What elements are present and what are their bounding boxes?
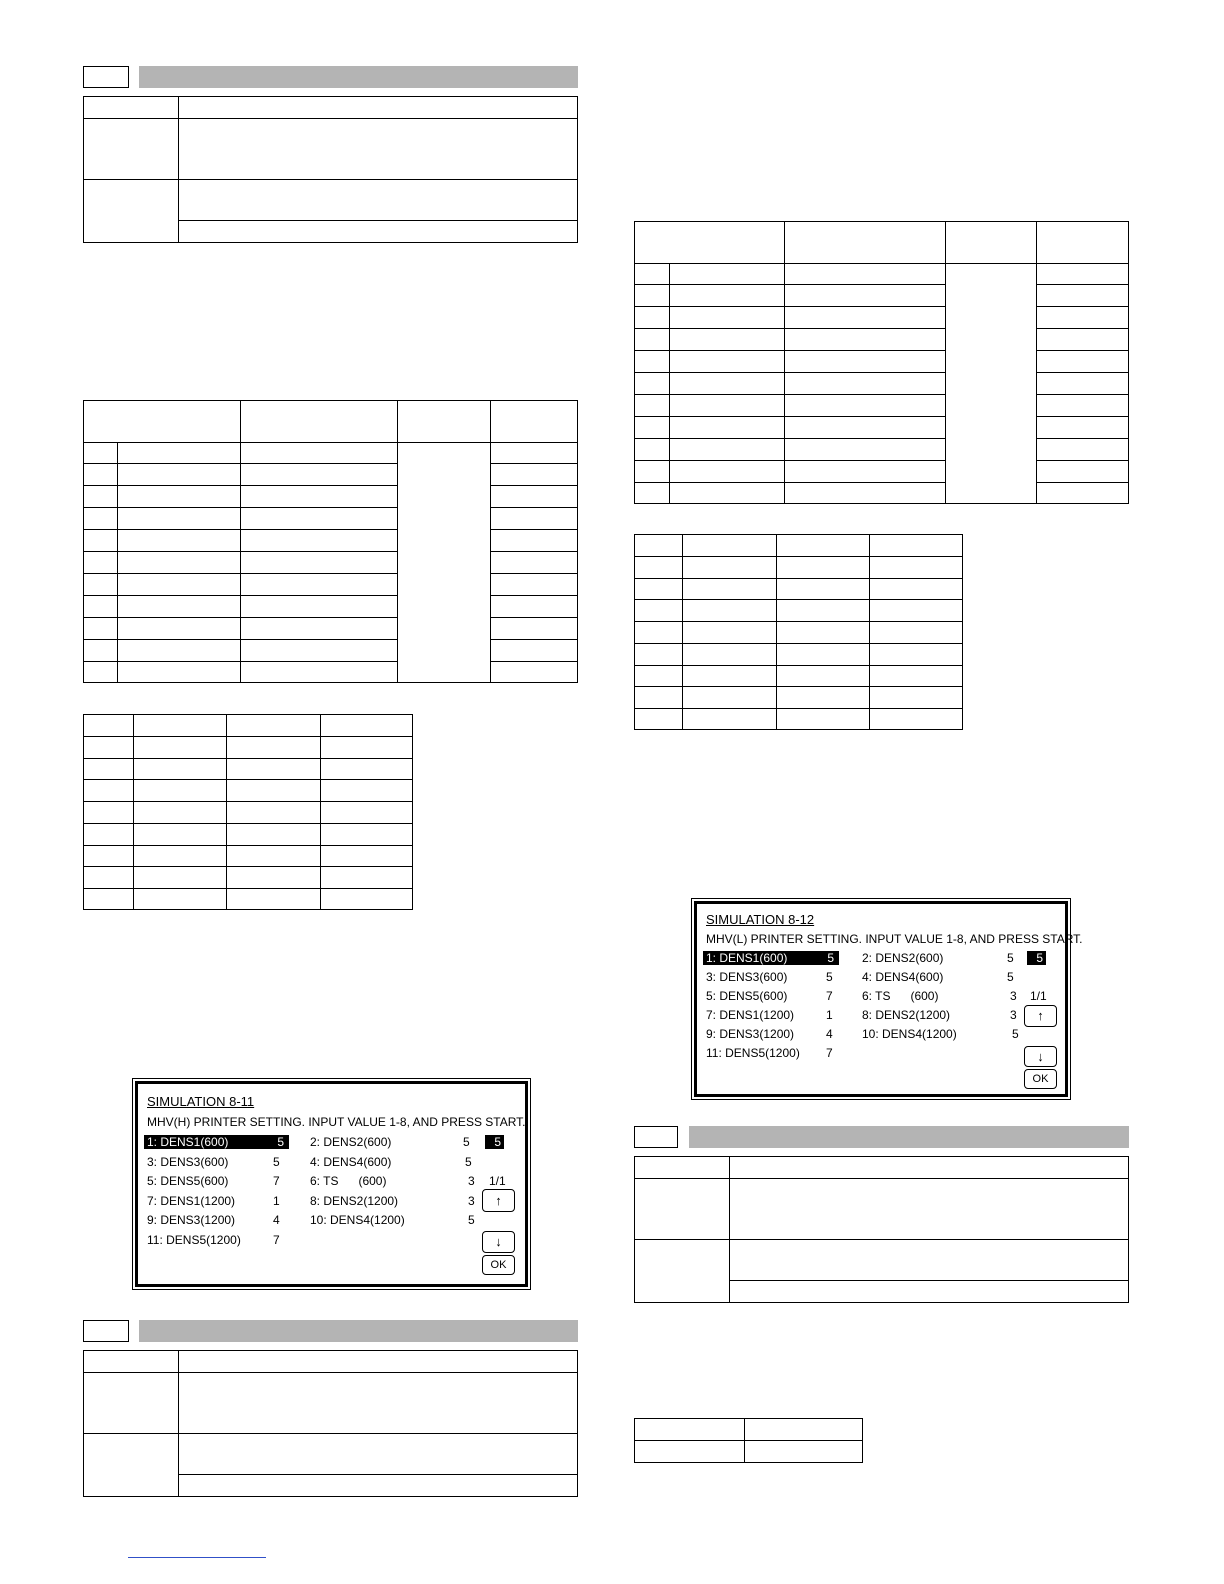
sim-title: SIMULATION 8-11	[147, 1094, 255, 1109]
sim-item-value: 5	[1012, 1027, 1019, 1041]
sim-item-value: 5	[277, 1135, 284, 1149]
sim-item-value: 7	[826, 1046, 833, 1060]
section-number-box	[83, 1320, 129, 1342]
sim-item-label: 1: DENS1(600)	[706, 951, 788, 965]
sim-item-value: 5	[1007, 951, 1014, 965]
section-title-bar	[689, 1126, 1129, 1148]
info-table	[634, 1156, 1129, 1303]
sim-item-dens2-600[interactable]	[310, 1135, 391, 1149]
sim-instruction: MHV(H) PRINTER SETTING. INPUT VALUE 1-8, AND PRESS START.	[147, 1115, 526, 1129]
sim-instruction: MHV(L) PRINTER SETTING. INPUT VALUE 1-8, AND PRESS START.	[706, 932, 1083, 946]
scroll-up-button[interactable]: ↑	[1024, 1005, 1057, 1027]
simulation-8-12-screen	[694, 901, 1083, 1097]
sim-item-label: 1: DENS1(600)	[147, 1135, 229, 1149]
scroll-up-button[interactable]: ↑	[482, 1189, 515, 1212]
sim-item-value: 7	[826, 989, 833, 1003]
page-link-underline[interactable]	[128, 1557, 266, 1558]
sim-item-dens1-600[interactable]	[144, 1135, 289, 1149]
small-table	[634, 1418, 863, 1463]
sim-title: SIMULATION 8-12	[706, 912, 815, 927]
sim-item-dens2-1200[interactable]: 8: DENS2(1200)	[862, 1008, 951, 1022]
sim-item-value: 3	[468, 1174, 475, 1188]
sim-item-value: 5	[463, 1135, 470, 1149]
sim-item-value: 3	[1010, 1008, 1017, 1022]
section-title-bar	[139, 1320, 578, 1342]
sim-item-value: 3	[468, 1194, 475, 1208]
value-table	[634, 534, 963, 730]
sim-item-value: 1	[273, 1194, 280, 1208]
value-table	[83, 714, 413, 910]
scroll-down-button[interactable]: ↓	[1024, 1046, 1057, 1067]
sim-item-dens3-600[interactable]: 3: DENS3(600)	[706, 970, 788, 984]
sim-item-label: 2: DENS2(600)	[310, 1135, 392, 1149]
sim-item-dens5-600[interactable]: 5: DENS5(600)	[147, 1174, 229, 1188]
sim-item-dens1-1200[interactable]: 7: DENS1(1200)	[147, 1194, 236, 1208]
section-title-bar	[139, 66, 578, 88]
sim-item-value: 7	[273, 1174, 280, 1188]
sim-item-dens3-1200[interactable]: 9: DENS3(1200)	[706, 1027, 795, 1041]
sim-page-indicator: 1/1	[489, 1174, 506, 1188]
info-table	[83, 96, 578, 243]
sim-item-ts-600[interactable]: 6: TS (600)	[862, 989, 939, 1003]
sim-item-value: 4	[826, 1027, 833, 1041]
sim-item-value: 1	[826, 1008, 833, 1022]
sim-page-indicator: 1/1	[1030, 989, 1047, 1003]
sim-item-dens5-600[interactable]: 5: DENS5(600)	[706, 989, 788, 1003]
info-table	[83, 1350, 578, 1497]
sim-item-value: 5	[465, 1155, 472, 1169]
simulation-8-11-screen	[135, 1081, 528, 1287]
ok-button[interactable]: OK	[482, 1255, 515, 1275]
sim-item-dens3-1200[interactable]: 9: DENS3(1200)	[147, 1213, 236, 1227]
sim-item-value: 4	[273, 1213, 280, 1227]
sim-item-dens4-600[interactable]: 4: DENS4(600)	[862, 970, 944, 984]
sim-item-value: 5	[468, 1213, 475, 1227]
sim-item-value: 5	[1007, 970, 1014, 984]
sim-input-value[interactable]: 5	[1027, 951, 1046, 965]
sim-item-dens5-1200[interactable]: 11: DENS5(1200)	[147, 1233, 241, 1247]
sim-item-value: 3	[1010, 989, 1017, 1003]
sim-item-value: 5	[826, 970, 833, 984]
sim-item-dens2-600[interactable]: 2: DENS2(600)	[862, 951, 944, 965]
section-number-box	[634, 1126, 678, 1148]
sim-item-dens5-1200[interactable]: 11: DENS5(1200)	[706, 1046, 800, 1060]
section-number-box	[83, 66, 129, 88]
sim-item-value: 5	[273, 1155, 280, 1169]
sim-item-dens1-1200[interactable]: 7: DENS1(1200)	[706, 1008, 795, 1022]
sim-item-dens4-600[interactable]: 4: DENS4(600)	[310, 1155, 392, 1169]
sim-item-ts-600[interactable]: 6: TS (600)	[310, 1174, 387, 1188]
sim-item-dens2-1200[interactable]: 8: DENS2(1200)	[310, 1194, 399, 1208]
sim-item-value: 7	[273, 1233, 280, 1247]
sim-item-dens4-1200[interactable]: 10: DENS4(1200)	[862, 1027, 957, 1041]
sim-input-value[interactable]: 5	[485, 1135, 504, 1149]
sim-item-dens1-600[interactable]	[703, 951, 839, 965]
sim-item-value: 5	[827, 951, 834, 965]
settings-table	[634, 221, 1129, 504]
settings-table	[83, 400, 578, 683]
ok-button[interactable]: OK	[1024, 1069, 1057, 1089]
sim-item-dens4-1200[interactable]: 10: DENS4(1200)	[310, 1213, 405, 1227]
sim-item-dens3-600[interactable]: 3: DENS3(600)	[147, 1155, 229, 1169]
scroll-down-button[interactable]: ↓	[482, 1231, 515, 1253]
